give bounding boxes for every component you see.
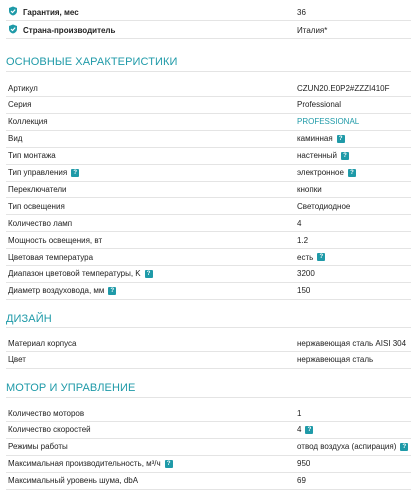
spec-value: нержавеющая сталь: [297, 355, 374, 365]
spec-label-wrap: [8, 456, 173, 472]
spec-value-wrap: [297, 283, 310, 299]
spec-label-wrap: [8, 283, 116, 299]
spec-row: [6, 80, 411, 97]
spec-label-wrap: [8, 148, 56, 164]
spec-value: Professional: [297, 100, 342, 110]
spec-value: есть: [297, 252, 314, 262]
spec-label: Артикул: [8, 83, 38, 93]
spec-row: [6, 473, 411, 490]
spec-label-wrap: [8, 335, 77, 351]
spec-label: Тип управления: [8, 168, 68, 177]
spec-value-wrap: [297, 439, 408, 455]
section-divider: [6, 327, 411, 328]
spec-value-wrap: [297, 422, 313, 438]
spec-label-wrap: [8, 232, 102, 248]
spec-label: Серия: [8, 100, 32, 110]
spec-value-wrap: [297, 456, 310, 472]
spec-value-wrap: [297, 249, 325, 265]
spec-label-wrap: [8, 198, 65, 214]
spec-row: [6, 198, 411, 215]
spec-label: Диапазон цветовой температуры, K: [8, 269, 141, 279]
spec-row: [6, 131, 411, 148]
spec-value-wrap: [297, 97, 341, 113]
spec-row: [6, 456, 411, 473]
spec-label: Переключатели: [8, 184, 67, 194]
help-icon[interactable]: ?: [348, 169, 356, 177]
top-spec-row: [6, 4, 411, 21]
top-spec-label: Гарантия, мес: [23, 7, 79, 17]
help-icon[interactable]: ?: [337, 135, 345, 143]
spec-value: 950: [297, 459, 311, 469]
spec-label-wrap: [8, 473, 138, 489]
spec-label: Вид: [8, 134, 23, 144]
spec-label-wrap: [8, 181, 67, 197]
spec-label: Максимальный уровень шума, dbA: [8, 476, 139, 486]
spec-label: Диаметр воздуховода, мм: [8, 286, 105, 296]
spec-label-wrap: [8, 97, 31, 113]
spec-value-wrap: [297, 215, 301, 231]
spec-label-wrap: [8, 131, 22, 147]
top-spec-label: Страна-производитель: [23, 25, 116, 35]
spec-value: Светодиодное: [297, 201, 351, 211]
spec-value: 150: [297, 286, 311, 296]
section-divider: [6, 397, 411, 398]
spec-row: [6, 335, 411, 352]
spec-row: [6, 165, 411, 182]
spec-value-wrap: [297, 181, 322, 197]
spec-label: Коллекция: [8, 117, 48, 127]
spec-row: [6, 232, 411, 249]
spec-value-wrap: [297, 232, 308, 248]
spec-value-wrap: [297, 352, 373, 368]
help-icon[interactable]: ?: [341, 152, 349, 160]
spec-label-wrap: [8, 215, 72, 231]
spec-value: 69: [297, 476, 306, 486]
help-icon[interactable]: ?: [108, 287, 116, 295]
spec-row: [6, 181, 411, 198]
spec-label: Материал корпуса: [8, 338, 77, 348]
section-title: ДИЗАЙН: [6, 313, 52, 325]
spec-value: кнопки: [297, 184, 322, 194]
spec-value-wrap: [297, 198, 350, 214]
spec-row: [6, 352, 411, 369]
spec-label: Режимы работы: [8, 442, 68, 452]
top-spec-label-wrap: [8, 4, 79, 20]
spec-value: 1.2: [297, 235, 309, 245]
spec-label-wrap: [8, 165, 79, 181]
spec-label-wrap: [8, 249, 93, 265]
spec-value: настенный: [297, 151, 337, 161]
spec-row: [6, 405, 411, 422]
spec-label: Цветовая температура: [8, 252, 94, 262]
top-spec-row: [6, 22, 411, 39]
spec-label: Количество моторов: [8, 408, 85, 418]
top-spec-label-wrap: [8, 22, 115, 38]
help-icon[interactable]: ?: [165, 460, 173, 468]
spec-row: [6, 97, 411, 114]
top-spec-value: 36: [297, 7, 306, 17]
spec-value: нержавеющая сталь AISI 304: [297, 338, 407, 348]
spec-row: [6, 266, 411, 283]
spec-label: Количество ламп: [8, 218, 73, 228]
section-divider: [6, 71, 411, 72]
section-title: МОТОР И УПРАВЛЕНИЕ: [6, 382, 136, 394]
spec-row: [6, 422, 411, 439]
help-icon[interactable]: ?: [71, 169, 79, 177]
shield-check-icon: [8, 6, 23, 18]
spec-label: Количество скоростей: [8, 425, 91, 435]
spec-label-wrap: [8, 80, 38, 96]
spec-value-wrap: [297, 131, 345, 147]
spec-value-wrap: [297, 266, 315, 282]
collection-link[interactable]: PROFESSIONAL: [297, 117, 360, 127]
spec-label: Тип монтажа: [8, 151, 56, 161]
help-icon[interactable]: ?: [305, 426, 313, 434]
spec-value: CZUN20.E0P2#ZZZI410F: [297, 83, 390, 93]
spec-value: каминная: [297, 134, 333, 144]
spec-label-wrap: [8, 405, 84, 421]
spec-value-wrap: [297, 405, 301, 421]
spec-value-wrap: [297, 473, 306, 489]
top-spec-value: Италия*: [297, 25, 328, 35]
spec-row: [6, 439, 411, 456]
spec-value: 3200: [297, 269, 315, 279]
spec-value-wrap: [297, 148, 349, 164]
spec-value-wrap: [297, 114, 359, 130]
spec-label: Цвет: [8, 355, 26, 365]
help-icon[interactable]: ?: [145, 270, 153, 278]
spec-row: [6, 249, 411, 266]
spec-label-wrap: [8, 266, 153, 282]
shield-check-icon: [8, 24, 23, 36]
spec-value-wrap: [297, 80, 389, 96]
spec-label: Тип освещения: [8, 201, 65, 211]
help-icon[interactable]: ?: [400, 443, 408, 451]
spec-value-wrap: [297, 335, 406, 351]
spec-value: 4: [297, 425, 302, 435]
spec-row: [6, 283, 411, 300]
spec-value: отвод воздуха (аспирация): [297, 442, 397, 452]
spec-label-wrap: [8, 439, 68, 455]
spec-row: [6, 114, 411, 131]
spec-label-wrap: [8, 114, 48, 130]
spec-label: Максимальная производительность, м³/ч: [8, 459, 161, 469]
spec-label-wrap: [8, 352, 26, 368]
spec-value-wrap: [297, 165, 356, 181]
spec-label: Мощность освещения, вт: [8, 235, 103, 245]
section-title: ОСНОВНЫЕ ХАРАКТЕРИСТИКИ: [6, 56, 178, 68]
spec-label-wrap: [8, 422, 91, 438]
spec-value: 4: [297, 218, 302, 228]
spec-value: 1: [297, 408, 302, 418]
help-icon[interactable]: ?: [317, 253, 325, 261]
spec-row: [6, 215, 411, 232]
spec-row: [6, 148, 411, 165]
spec-value: электронное: [297, 168, 344, 177]
